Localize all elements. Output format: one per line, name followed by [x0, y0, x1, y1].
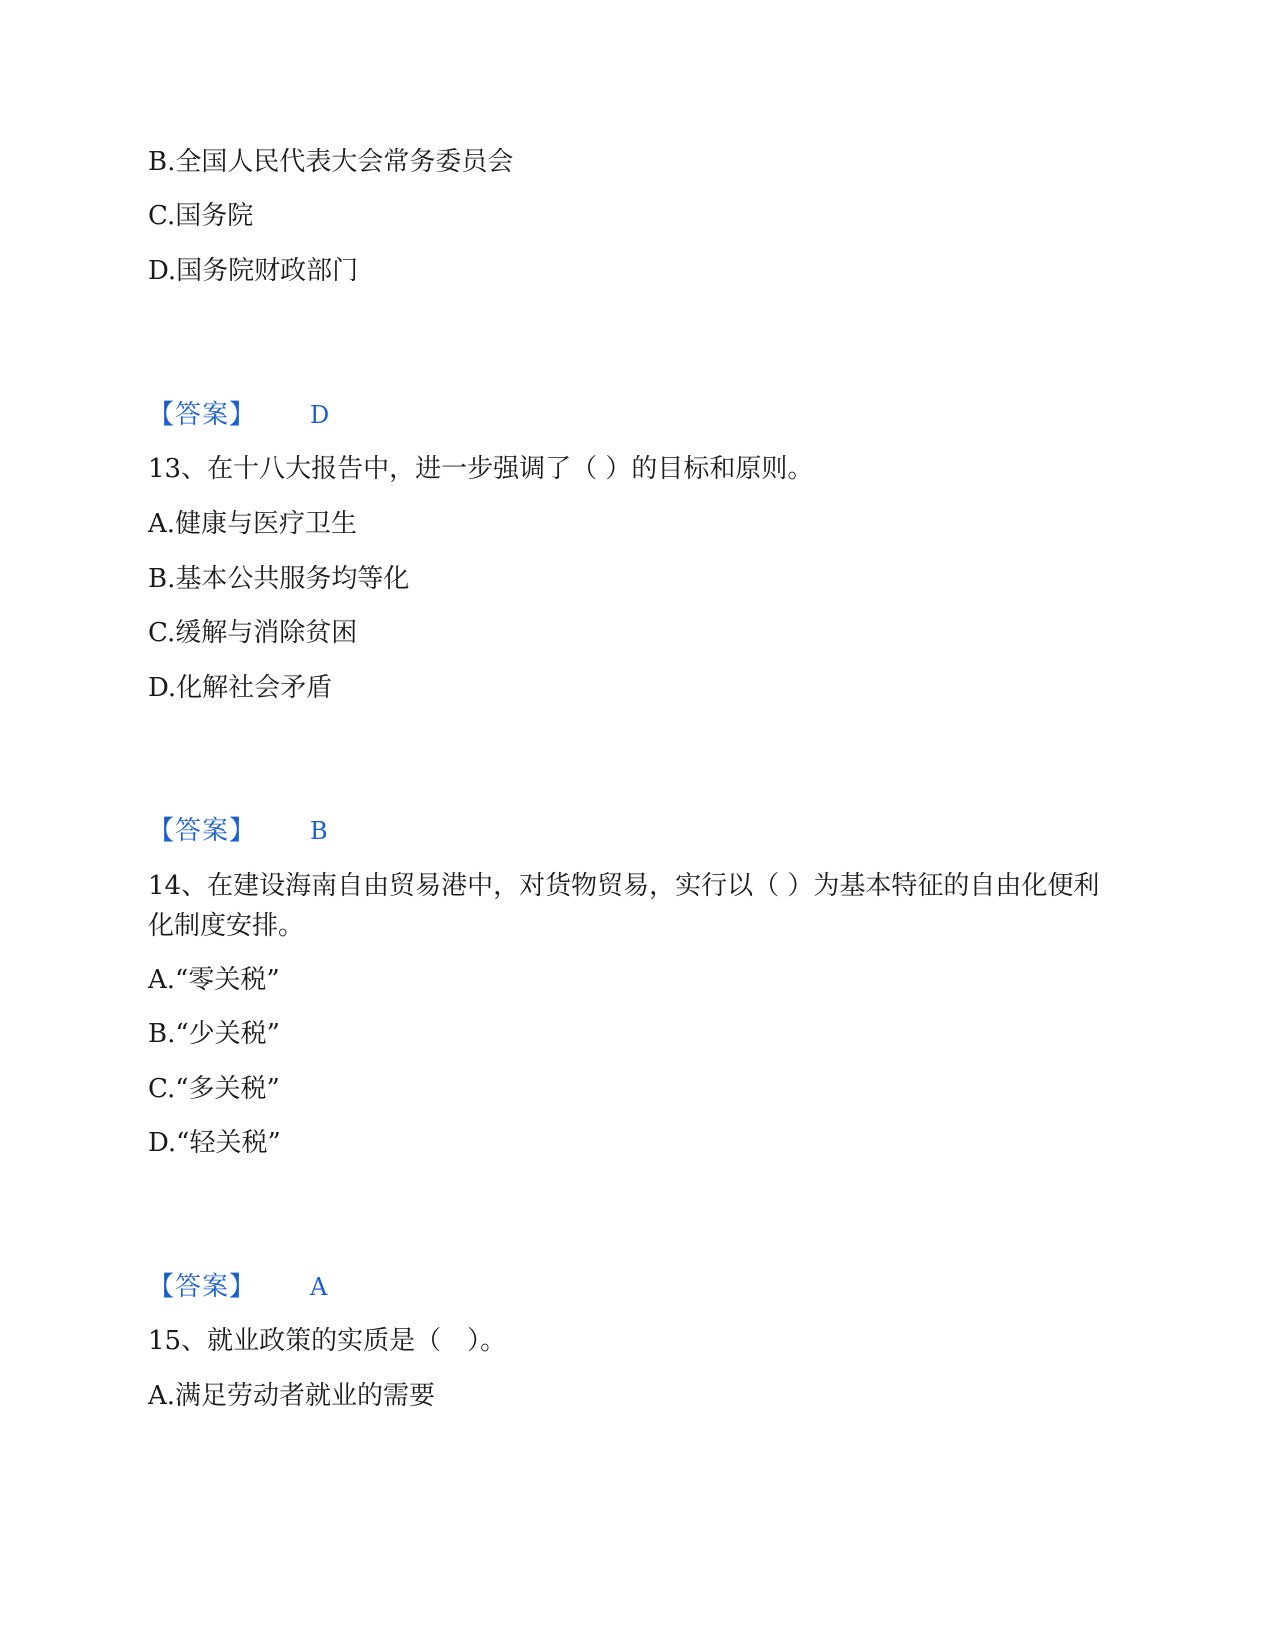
- answer-q14: [148, 1270, 327, 1304]
- answer-value: A: [310, 1273, 328, 1301]
- option-q13-a: A.健康与医疗卫生: [148, 509, 358, 539]
- answer-q12: [148, 398, 329, 432]
- option-q14-d: D.“轻关税”: [148, 1128, 281, 1158]
- option-q13-d: D.化解社会矛盾: [148, 673, 333, 703]
- question-14-stem: 14、在建设海南自由贸易港中，对货物贸易，实行以（ ）为基本特征的自由化便利化制度安排。: [148, 871, 1100, 941]
- question-13-stem: 13、在十八大报告中，进一步强调了（ ）的目标和原则。: [148, 454, 814, 484]
- option-q13-b: B.基本公共服务均等化: [148, 564, 410, 594]
- option-q12-c: C.国务院: [148, 201, 254, 231]
- question-15-stem: 15、就业政策的实质是（ ）。: [148, 1326, 507, 1356]
- answer-value: B: [310, 817, 328, 845]
- answer-label: 【答案】: [148, 1272, 257, 1302]
- answer-label: 【答案】: [148, 816, 257, 846]
- answer-q13: [148, 814, 328, 848]
- answer-label: 【答案】: [148, 400, 257, 430]
- option-q15-a: A.满足劳动者就业的需要: [148, 1381, 436, 1411]
- option-q13-c: C.缓解与消除贫困: [148, 618, 358, 648]
- answer-value: D: [310, 401, 330, 429]
- option-q14-c: C.“多关税”: [148, 1074, 280, 1104]
- option-q14-a: A.“零关税”: [148, 965, 280, 995]
- option-q14-b: B.“少关税”: [148, 1019, 280, 1049]
- option-q12-d: D.国务院财政部门: [148, 256, 359, 286]
- option-q12-b: B.全国人民代表大会常务委员会: [148, 147, 514, 177]
